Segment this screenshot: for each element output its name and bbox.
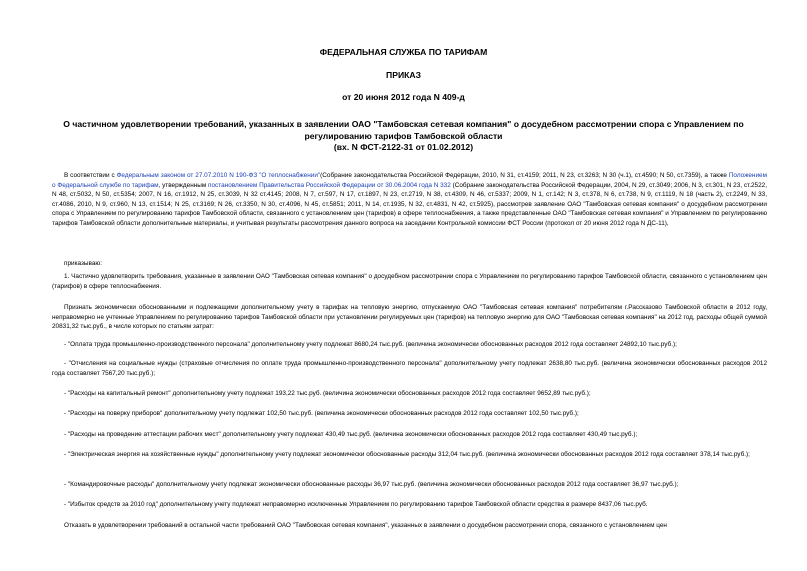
final-paragraph: Отказать в удовлетворении требований в остальной части требований ОАО "Тамбовская сетевая компания", указанных в заявлении о досудебном рассмотрении спора, связанного с установлением цен bbox=[64, 522, 667, 529]
agency-heading: ФЕДЕРАЛЬНАЯ СЛУЖБА ПО ТАРИФАМ bbox=[319, 47, 488, 57]
doc-title bbox=[40, 119, 767, 154]
expense-item-4: - "Расходы на поверку приборов" дополнительному учету подлежат 102,50 тыс.руб. (величина экономически обоснованных расходов 2012 года составляет 102,50 тыс.руб.); bbox=[64, 410, 579, 417]
expense-item-1: - "Оплата труда промышленно-производственного персонала" дополнительному учету подлежат 8680,24 тыс.руб. (величина экономически обоснованных расходов 2012 года составляет 24892,10 тыс.руб.); bbox=[64, 341, 677, 348]
expense-item-7: - "Командировочные расходы" дополнительному учету подлежат экономически обоснованные расходы 36,97 тыс.руб. (величина экономически обоснованных расходов 2012 года составляет 36,97 тыс.руб.); bbox=[64, 481, 679, 488]
order-word: приказываю: bbox=[64, 260, 102, 267]
expense-item-8: - "Избыток средств за 2010 год" дополнительному учету подлежат неправомерно исключенные Управлением по регулированию тарифов Тамбовской области средства в размере 8437,06 тыс.руб. bbox=[64, 501, 648, 508]
doc-title-line-3: (вх. N ФСТ-2122-31 от 01.02.2012) bbox=[333, 142, 474, 152]
preamble-text-2: (Собрание законодательства Российской Федерации, 2010, N 31, ст.4159; 2011, N 23, ст.3263; N 30 (ч.1), ст.4590; N 50, ст.7359), а также bbox=[320, 172, 729, 179]
doc-title-line-2: регулированию тарифов Тамбовской области bbox=[304, 130, 503, 141]
expense-item-2: - "Отчисления на социальные нужды (страховые отчисления по оплате труда промышленно-производственного персонала" дополнительному учету подлежат 2638,80 тыс.руб. (величина экономически обоснованных расходов 2012 года составляет 7567,20 тыс.руб.); bbox=[52, 360, 767, 377]
doc-date: от 20 июня 2012 года N 409-д bbox=[342, 92, 465, 102]
doc-type-heading: ПРИКАЗ bbox=[386, 70, 421, 80]
preamble-paragraph bbox=[52, 171, 767, 229]
point-1: 1. Частично удовлетворить требования, указанные в заявлении ОАО "Тамбовская сетевая компания" о досудебном рассмотрении спора с Управлением по регулированию тарифов Тамбовской области, связанного с установлением цен (тарифов) в сфере теплоснабжения. bbox=[52, 273, 767, 290]
expense-item-6: - "Электрическая энергия на хозяйственные нужды" дополнительному учету подлежат экономически обоснованные расходы 312,04 тыс.руб. (величина экономически обоснованных расходов 2012 года составляет 378,14 тыс.руб.); bbox=[64, 451, 750, 458]
expense-item-5: - "Расходы на проведение аттестации рабочих мест" дополнительному учету подлежат 430,49 тыс.руб. (величина экономически обоснованных расходов 2012 года составляет 430,49 тыс.руб.); bbox=[64, 431, 638, 438]
preamble-text-1: В соответствии с bbox=[64, 172, 117, 179]
link-fst-regulation[interactable]: Положением о Федеральной службе по тарифам bbox=[52, 172, 767, 189]
expense-item-3: - "Расходы на капитальный ремонт" дополнительному учету подлежат 193,22 тыс.руб. (величина экономически обоснованных расходов 2012 года составляет 9652,89 тыс.руб.); bbox=[64, 390, 591, 397]
link-government-decree[interactable]: постановлением Правительства Российской Федерации от 30.06.2004 года N 332 bbox=[208, 181, 451, 189]
recognize-paragraph: Признать экономически обоснованными и подлежащими дополнительному учету в тарифах на тепловую энергию, отпускаемую ОАО "Тамбовская сетевая компания" потребителям г.Рассказово Тамбовской области в 2012 году, неправомерно не учтенные Управлением по регулированию тарифов Тамбовской области при установлении регулируемых цен (тарифов) на тепловую энергию для ОАО "Тамбовская сетевая компания" на 2012 год, расходы общей суммой 20831,32 тыс.руб., в числе которых по статьям затрат: bbox=[52, 304, 767, 331]
preamble-text-3: , утвержденным bbox=[158, 181, 209, 189]
link-heat-supply-law[interactable]: Федеральным законом от 27.07.2010 N 190-ФЗ "О теплоснабжении" bbox=[116, 172, 321, 179]
doc-title-line-1: О частичном удовлетворении требований, указанных в заявлении ОАО "Тамбовская сетевая компания" о досудебном рассмотрении спора с Управлением по bbox=[63, 119, 744, 129]
preamble-text-4: (Собрание законодательства Российской Федерации, 2004, N 29, ст.3049; 2006, N 3, ст.301, N 23, ст.2522, N 48, ст.5032, N 50, ст.5354; 2007, N 16, ст.1912, N 25, ст.3039, N 32 ст.4145; 2008, N 7, ст.597, N 17, ст.1897, N 23, ст.2719, N 38, ст.4309, N 46, ст.5337; 2009, N 1, ст.142; N 3, ст.378, N 6, ст.738, N 9, ст.1119, N 18 (часть 2), ст.2249, N 33, ст.4086, 2010, N 9, ст.960, N 13, ст.1514; N 25, ст.3169; N 26, ст.3350, N 30, ст.4096, N 45, ст.5851; 2011, N 14, ст.1935, N 32, ст.4831, N 42, ст.5925), рассмотрев заявление ОАО "Тамбовская сетевая компания" о досудебном рассмотрении спора с Управлением по регулированию тарифов Тамбовской области, связанного с установлением цен (тарифов) в сфере теплоснабжения, а также представленные ОАО "Тамбовская сетевая компания" и Управлением по регулированию тарифов Тамбовской области дополнительные материалы, и учитывая результаты рассмотрения данного вопроса на заседании Контрольной комиссии ФСТ России (протокол от 20 июня 2012 года N ДС-11), bbox=[52, 181, 767, 227]
